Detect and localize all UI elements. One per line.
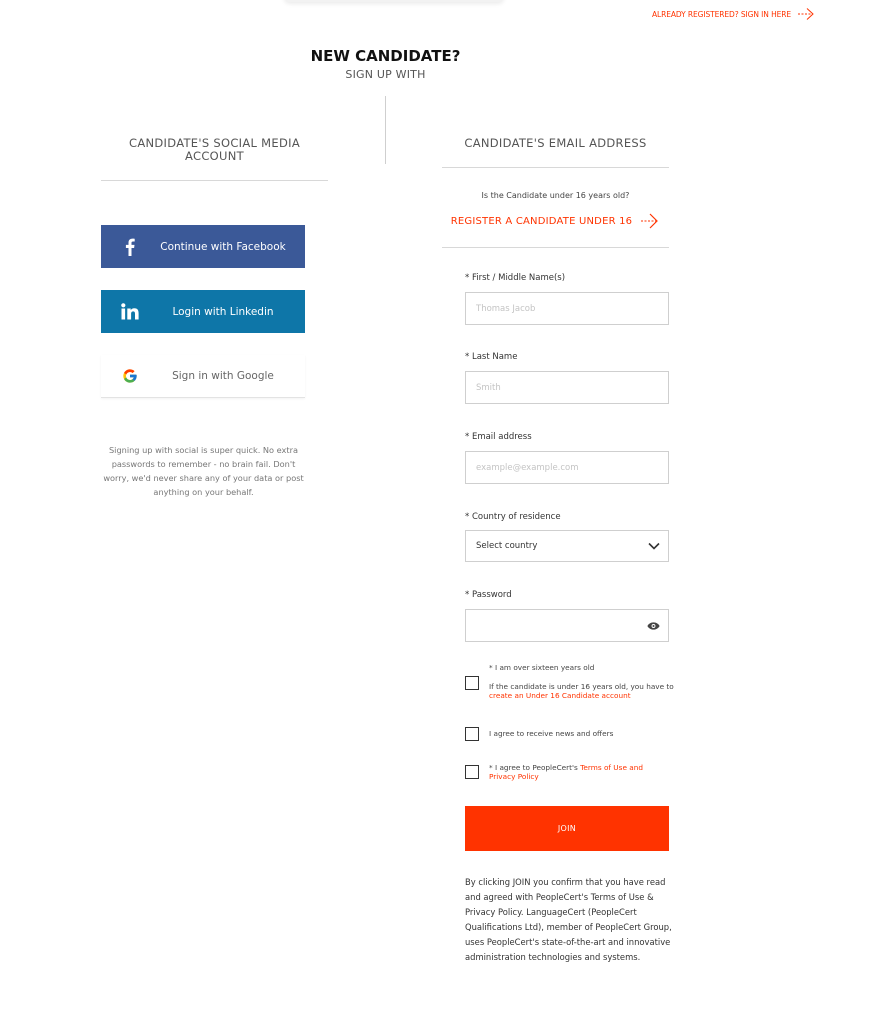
facebook-icon	[101, 238, 159, 256]
facebook-button[interactable]	[101, 225, 305, 268]
terms-text	[489, 764, 659, 781]
facebook-button-label: Continue with Facebook	[160, 240, 286, 253]
sign-in-link-label: ALREADY REGISTERED? SIGN IN HERE	[652, 9, 791, 19]
first-name-label: * First / Middle Name(s)	[465, 273, 566, 283]
password-field[interactable]	[465, 609, 669, 642]
top-tab-shadow	[284, 0, 504, 2]
join-button[interactable]: JOIN	[465, 806, 669, 851]
page-title: NEW CANDIDATE?	[310, 47, 461, 65]
linkedin-button[interactable]	[101, 290, 305, 333]
email-label: * Email address	[465, 432, 532, 442]
page-subtitle: SIGN UP WITH	[345, 68, 426, 81]
legal-text: By clicking JOIN you confirm that you have read and agreed with PeopleCert's Terms of Use & Privacy Policy. LanguageCert (PeopleCert Qualifications Ltd), member of PeopleCert Group, uses PeopleCert's state-of-the-art and innovative administration technologies and systems.	[465, 877, 672, 962]
arrow-right-icon	[640, 212, 660, 230]
over16-subtext	[489, 683, 674, 700]
over16-subtext-prefix: If the candidate is under 16 years old, you have to	[489, 682, 674, 691]
chevron-down-icon	[648, 542, 660, 550]
over16-text: * I am over sixteen years old	[489, 663, 595, 672]
country-select[interactable]	[465, 530, 669, 562]
google-button-label: Sign in with Google	[172, 370, 274, 382]
email-heading-divider	[442, 167, 669, 168]
sign-in-link[interactable]	[652, 7, 815, 21]
password-label: * Password	[465, 590, 512, 600]
email-heading: CANDIDATE'S EMAIL ADDRESS	[464, 136, 647, 150]
terms-prefix: * I agree to PeopleCert's	[489, 763, 581, 772]
column-divider	[385, 96, 386, 164]
linkedin-icon	[101, 303, 159, 320]
over16-checkbox[interactable]	[465, 676, 479, 690]
register-under16-label: REGISTER A CANDIDATE UNDER 16	[450, 215, 633, 227]
last-name-input[interactable]	[465, 371, 669, 404]
eye-icon[interactable]	[647, 621, 660, 631]
under16-divider	[442, 247, 669, 248]
news-checkbox[interactable]	[465, 727, 479, 741]
last-name-label: * Last Name	[465, 352, 518, 362]
arrow-right-icon	[797, 7, 815, 21]
under16-question: Is the Candidate under 16 years old?	[481, 191, 630, 200]
first-name-input[interactable]	[465, 292, 669, 325]
password-input[interactable]	[466, 609, 647, 642]
terms-link[interactable]: Terms of Use and Privacy Policy	[489, 763, 643, 781]
linkedin-button-label: Login with Linkedin	[172, 305, 274, 318]
google-icon	[101, 368, 159, 384]
social-heading-divider	[101, 180, 328, 181]
country-label: * Country of residence	[465, 512, 561, 522]
terms-checkbox[interactable]	[465, 765, 479, 779]
create-under16-link[interactable]: create an Under 16 Candidate account	[489, 690, 631, 700]
country-select-value: Select country	[476, 541, 538, 551]
email-input[interactable]	[465, 451, 669, 484]
news-text: I agree to receive news and offers	[489, 729, 614, 738]
register-under16-link[interactable]	[442, 212, 669, 230]
social-heading: CANDIDATE'S SOCIAL MEDIA ACCOUNT	[129, 136, 300, 163]
social-note: Signing up with social is super quick. No extra passwords to remember - no brain fail. Don't worry, we'd never share any of your data or post anything on your behalf.	[103, 445, 304, 497]
google-button[interactable]	[101, 355, 305, 398]
